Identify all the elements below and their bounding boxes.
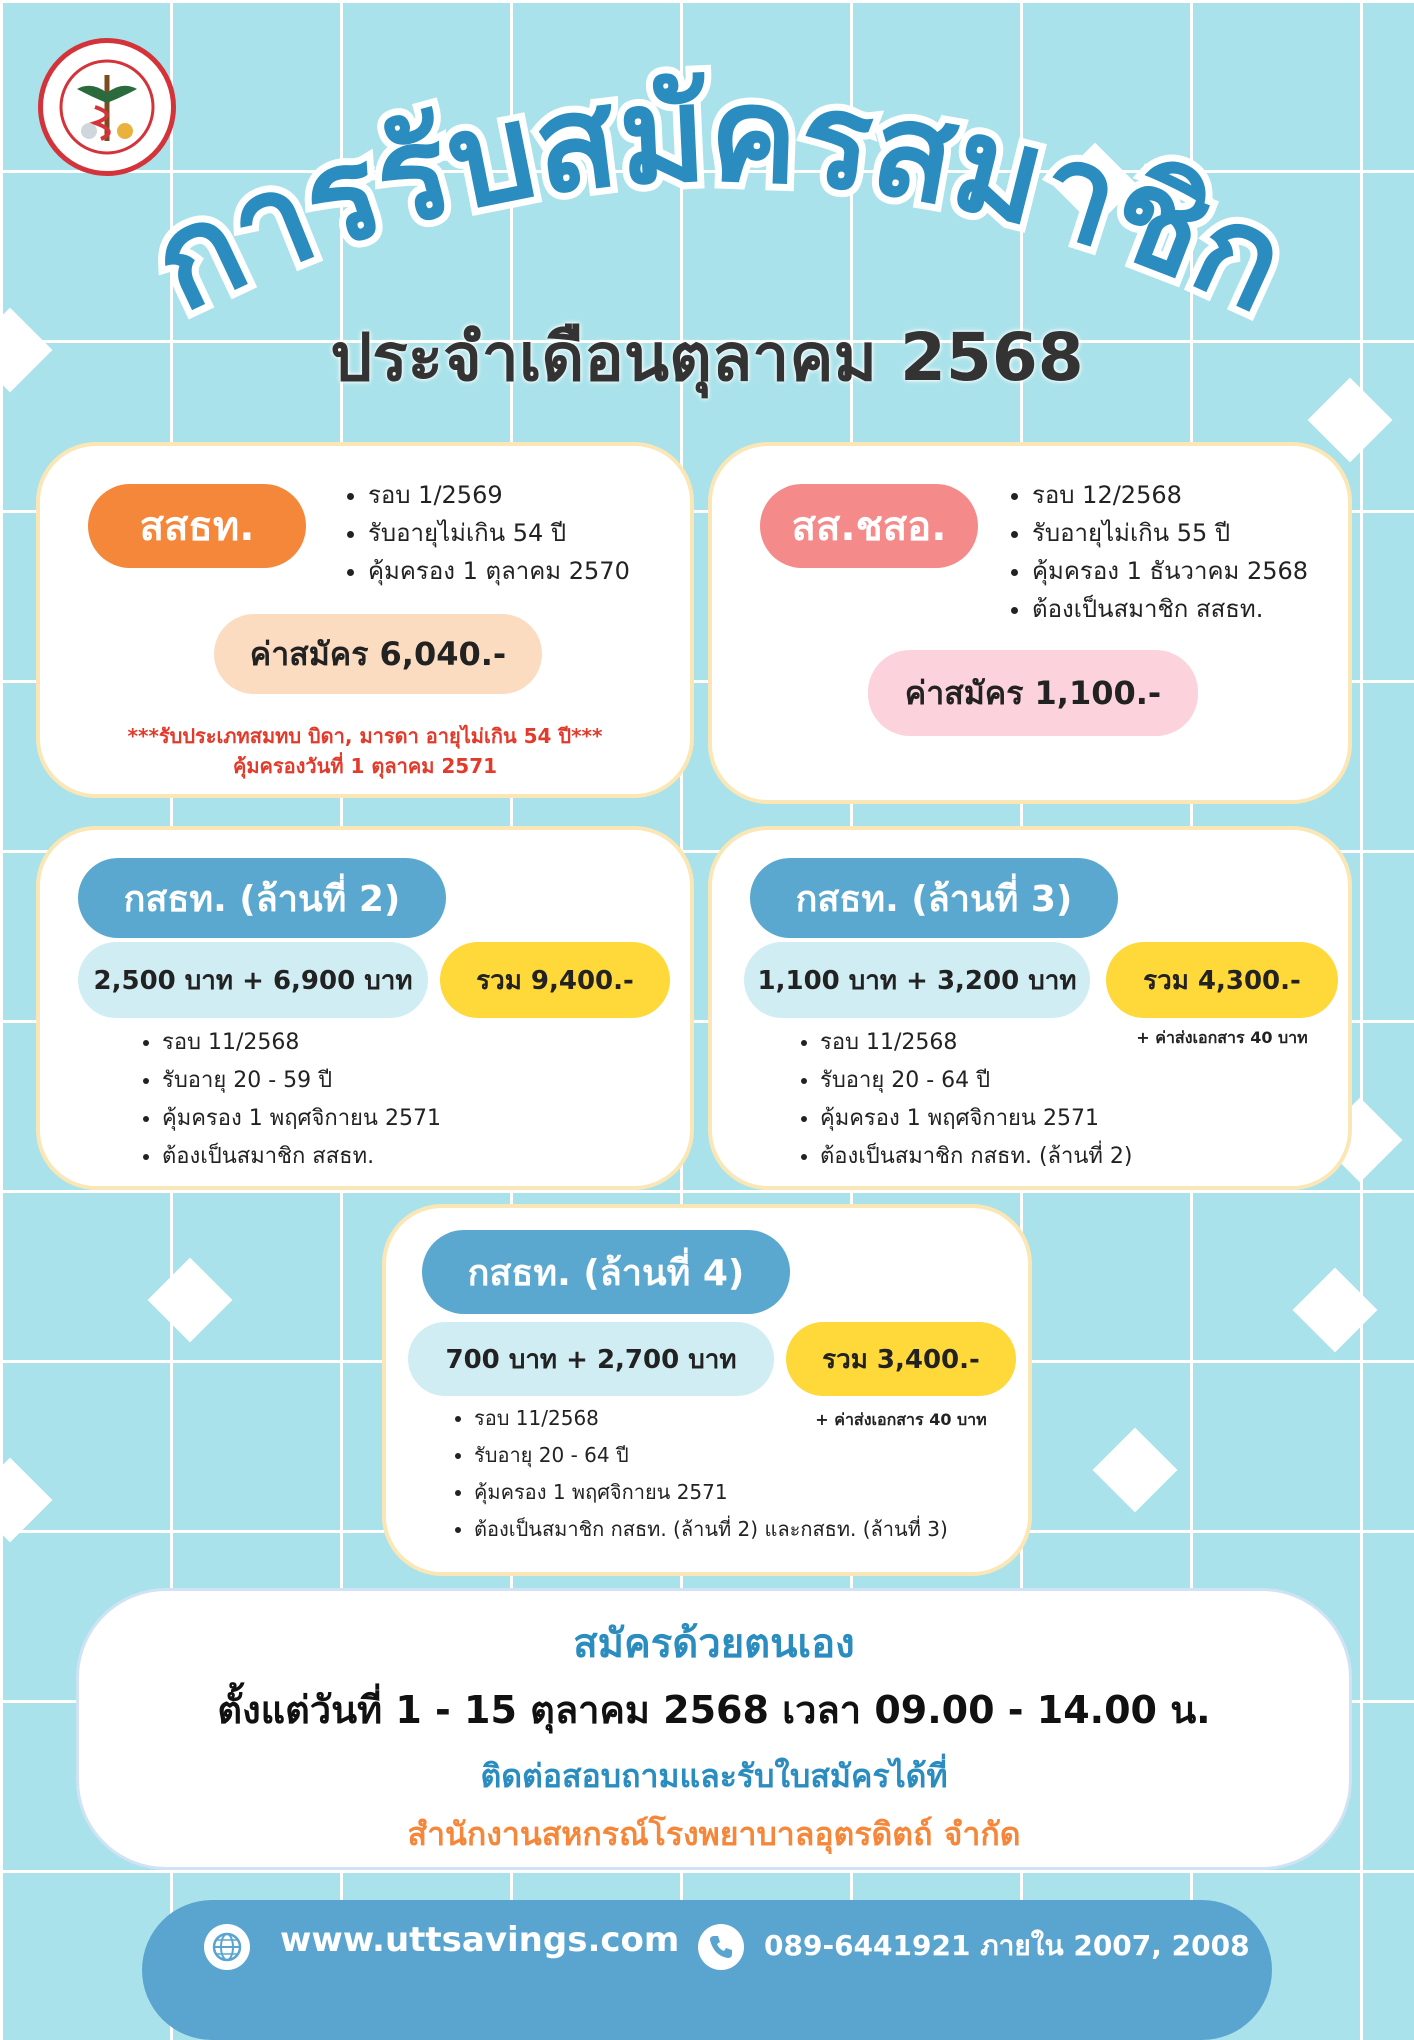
bg-diamond — [1093, 1428, 1178, 1513]
apply-date: ตั้งแต่วันที่ 1 - 15 ตุลาคม 2568 เวลา 09.00 - 14.00 น. — [217, 1688, 1211, 1732]
card-sasat-note-1: ***รับประเภทสมทบ บิดา, มารดา อายุไม่เกิน 54 ปี*** — [127, 724, 603, 748]
list-item: • คุ้มครอง 1 พฤศจิกายน 2571 — [474, 1474, 948, 1511]
bg-diamond — [1293, 1268, 1378, 1353]
card-sasat — [36, 442, 694, 798]
list-item: • รอบ 11/2568 — [820, 1024, 1133, 1062]
card-sas-chso-fee: ค่าสมัคร 1,100.- — [868, 650, 1198, 736]
apply-box — [76, 1588, 1352, 1870]
card-ks3 — [708, 826, 1352, 1190]
list-item: • ต้องเป็นสมาชิก กสธท. (ล้านที่ 2) และกสธท. (ล้านที่ 3) — [474, 1511, 948, 1548]
list-item: • ต้องเป็นสมาชิก สสธท. — [1032, 590, 1308, 628]
card-ks2 — [36, 826, 694, 1190]
card-sasat-title: สสธท. — [88, 484, 306, 568]
apply-office: สำนักงานสหกรณ์โรงพยาบาลอุตรดิตถ์ จำกัด — [407, 1815, 1021, 1853]
card-ks4-extra: + ค่าส่งเอกสาร 40 บาท — [815, 1410, 987, 1429]
footer-phone[interactable]: 089-6441921 ภายใน 2007, 2008 — [764, 1929, 1250, 1962]
footer-website[interactable]: www.uttsavings.com — [280, 1920, 680, 1960]
card-ks3-total: รวม 4,300.- — [1106, 942, 1338, 1018]
card-ks3-amount: 1,100 บาท + 3,200 บาท — [744, 942, 1090, 1018]
card-ks4-title: กสธท. (ล้านที่ 4) — [422, 1230, 790, 1314]
card-sasat-note-2: คุ้มครองวันที่ 1 ตุลาคม 2571 — [232, 754, 498, 778]
card-ks3-bullets — [786, 1024, 1133, 1176]
apply-heading: สมัครด้วยตนเอง — [573, 1621, 855, 1667]
title-sub: ประจำเดือนตุลาคม 2568 — [330, 319, 1084, 396]
title-main-text: การรับสมัครสมาชิก — [130, 57, 1309, 343]
list-item: • รอบ 1/2569 — [368, 476, 630, 514]
svg-text:การรับสมัครสมาชิก — [130, 57, 1308, 342]
card-sasat-bullets — [334, 476, 630, 590]
card-ks3-extra: + ค่าส่งเอกสาร 40 บาท — [1136, 1028, 1308, 1047]
card-ks2-total: รวม 9,400.- — [440, 942, 670, 1018]
bg-diamond — [0, 1458, 52, 1543]
list-item: • รับอายุ 20 - 64 ปี — [820, 1062, 1133, 1100]
footer-bar — [142, 1900, 1272, 2040]
card-ks4 — [382, 1204, 1032, 1576]
card-ks4-total: รวม 3,400.- — [786, 1322, 1016, 1396]
card-sasat-fee: ค่าสมัคร 6,040.- — [214, 614, 542, 694]
list-item: • รอบ 12/2568 — [1032, 476, 1308, 514]
list-item: • คุ้มครอง 1 พฤศจิกายน 2571 — [820, 1100, 1133, 1138]
list-item: • ต้องเป็นสมาชิก กสธท. (ล้านที่ 2) — [820, 1138, 1133, 1176]
list-item: • รับอายุ 20 - 64 ปี — [474, 1437, 948, 1474]
card-ks2-amount: 2,500 บาท + 6,900 บาท — [78, 942, 428, 1018]
list-item: • รับอายุไม่เกิน 55 ปี — [1032, 514, 1308, 552]
phone-icon — [698, 1924, 744, 1970]
card-sas-chso-title: สส.ชสอ. — [760, 484, 978, 568]
card-sas-chso — [708, 442, 1352, 804]
apply-contact: ติดต่อสอบถามและรับใบสมัครได้ที่ — [480, 1757, 948, 1795]
card-ks4-amount: 700 บาท + 2,700 บาท — [408, 1322, 774, 1396]
list-item: • คุ้มครอง 1 ตุลาคม 2570 — [368, 552, 630, 590]
list-item: • รับอายุไม่เกิน 54 ปี — [368, 514, 630, 552]
list-item: • คุ้มครอง 1 พฤศจิกายน 2571 — [162, 1100, 441, 1138]
list-item: • รับอายุ 20 - 59 ปี — [162, 1062, 441, 1100]
card-ks4-bullets — [440, 1400, 948, 1548]
list-item: • รอบ 11/2568 — [162, 1024, 441, 1062]
globe-icon — [204, 1924, 250, 1970]
card-sas-chso-bullets — [998, 476, 1308, 628]
card-ks2-bullets — [128, 1024, 441, 1176]
list-item: • คุ้มครอง 1 ธันวาคม 2568 — [1032, 552, 1308, 590]
card-ks3-title: กสธท. (ล้านที่ 3) — [750, 858, 1118, 938]
list-item: • รอบ 11/2568 — [474, 1400, 948, 1437]
card-ks2-title: กสธท. (ล้านที่ 2) — [78, 858, 446, 938]
bg-diamond — [148, 1258, 233, 1343]
list-item: • ต้องเป็นสมาชิก สสธท. — [162, 1138, 441, 1176]
